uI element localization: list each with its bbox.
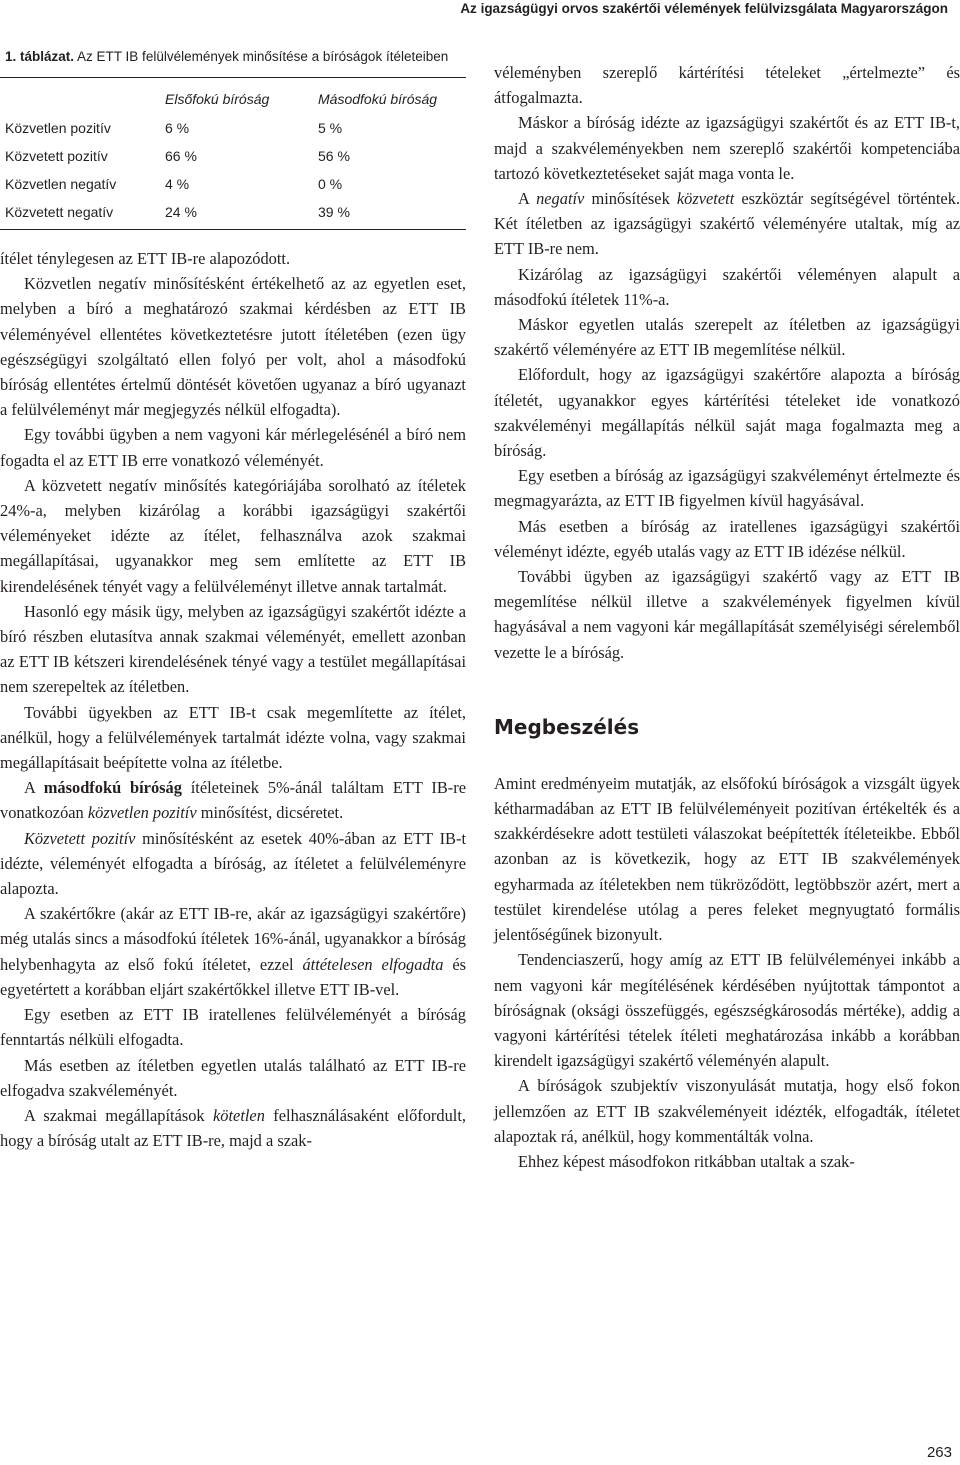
table-cell: Közvetlen negatív bbox=[5, 176, 117, 192]
paragraph: Előfordult, hogy az igazságügyi szakértőre alapozta a bíróság ítéletét, ugyanakkor egyes kártérítési tételeket ide vonatkozó szakvéleményi megállapítás nélkül saját maga fogalmazta meg a bíróság. bbox=[494, 365, 960, 461]
data-table bbox=[0, 84, 466, 226]
paragraph: Hasonló egy másik ügy, melyben az igazságügyi szakértőt idézte a bíró részben elutasítva annak szakmai véleményét, emellett azonban az ETT IB kétszeri kirendelésének tényé vagy a testület megállapításai nem szerepeltek az ítéletben. bbox=[0, 601, 466, 697]
table-caption-text: Az ETT IB felülvélemények minősítése a bíróságok ítéleteiben bbox=[77, 49, 449, 64]
paragraph: Közvetlen negatív minősítésként értékelhető az az egyetlen eset, melyben a bíró a meghatározó szakmai kérdésben az ETT IB véleményével ellentétes következtetésre jutott ítéletében (ezen ügy egészségügyi szolgáltató ellen folyó per volt, ahol a másodfokú bíróság ellentétes értelmű döntését követően ugyanaz a bíró ugyanazt a felülvéleményt már megjegyzés nélkül elfogadta). bbox=[0, 274, 466, 420]
text-run: minősítésként az esetek 40%-ában az ETT IB-t idézte, véleményét elfogadta a bíróság, az ítéletet a felülvéleményre alapozta. bbox=[0, 828, 467, 899]
paragraph: Máskor a bíróság idézte az igazságügyi szakértőt és az ETT IB-t, majd a szakvéleményekben nem szereplő szakértői kompetenciába tartozó következtetéseket saját maga vonta le. bbox=[494, 113, 960, 183]
italic-term: közvetlen pozitív bbox=[87, 803, 197, 823]
bold-term: másodfokú bíróság bbox=[43, 778, 182, 798]
section-heading: Megbeszélés bbox=[494, 714, 640, 739]
table-caption bbox=[5, 48, 465, 66]
table-cell: Közvetlen pozitív bbox=[5, 120, 111, 136]
text-run: felhasználásaként előfordult, hogy a bíróság utalt az ETT IB-re, majd a szak- bbox=[0, 1105, 466, 1151]
paragraph: véleményben szereplő kártérítési tételeket „értelmezte” és átfogalmazta. bbox=[494, 63, 960, 108]
table-row bbox=[0, 142, 466, 170]
paragraph bbox=[0, 901, 466, 1002]
table-header-cell: Másodfokú bíróság bbox=[318, 91, 438, 107]
paragraph bbox=[0, 775, 466, 825]
paragraph: A közvetett negatív minősítés kategóriájába sorolható az ítéletek 24%-a, melyben kizárólag a korábbi igazságügyi szakértői véleményeket idézte az ítélet, felhasználva azok szakmai megállapításai, ugyanakkor meg sem említette az ETT IB kirendelésének tényét vagy a felülvéleményt illetve annak tartalmát. bbox=[0, 475, 466, 596]
table-cell: Közvetett negatív bbox=[5, 204, 114, 220]
paragraph: A bíróságok szubjektív viszonyulását mutatja, hogy első fokon jellemzően az ETT IB szakvéleményeit idézték, elfogadták, ítéletet alapoztak rá, anélkül, hogy kommentálták volna. bbox=[494, 1076, 960, 1146]
paragraph: Más esetben az ítéletben egyetlen utalás található az ETT IB-re elfogadva szakvéleményét. bbox=[0, 1055, 466, 1100]
page-number: 263 bbox=[926, 1444, 952, 1461]
left-column bbox=[0, 246, 466, 1153]
paragraph: Tendenciaszerű, hogy amíg az ETT IB felülvéleményei inkább a nem vagyoni kár megítélésének kérdésében nyújtottak támpontot a bíróságnak (oksági összefüggés, egészségkárosodás mértéke), addig a vagyoni kártérítési tételek ítéleti meghatározása inkább a korábban kirendelt igazságügyi szakértő véleményén alapult. bbox=[494, 950, 960, 1071]
text-run: A bbox=[24, 778, 44, 798]
table-cell: 4 % bbox=[165, 176, 190, 192]
text-run: A szakmai megállapítások bbox=[24, 1105, 214, 1125]
table-cell: 66 % bbox=[165, 148, 197, 164]
table-cell: Közvetett pozitív bbox=[5, 148, 108, 164]
text-run: eszköztár segítségével történtek. Két ítéletben az igazságügyi szakértő véleményére utaltak, míg az ETT IB-re nem. bbox=[494, 189, 960, 259]
italic-term: Közvetett pozitív bbox=[24, 828, 136, 848]
right-column bbox=[494, 60, 960, 1174]
text-run: minősítések bbox=[584, 189, 677, 209]
text-run: A bbox=[518, 189, 537, 209]
table-caption-number: 1. táblázat. bbox=[5, 49, 75, 64]
table-bottom-rule bbox=[0, 229, 466, 230]
text-run: ítéleteinek 5%-ánál találtam ETT IB-re vonatkozóan bbox=[0, 778, 467, 823]
table-cell: 0 % bbox=[318, 176, 343, 192]
table-header-cell bbox=[0, 84, 165, 114]
table-row bbox=[0, 198, 466, 226]
table-row bbox=[0, 170, 466, 198]
italic-term: áttételesen elfogadta bbox=[302, 954, 444, 974]
paragraph bbox=[0, 1103, 466, 1153]
paragraph: ítélet ténylegesen az ETT IB-re alapozódott. bbox=[0, 249, 291, 268]
italic-term: közvetett bbox=[676, 189, 735, 209]
text-run: A szakértőkre (akár az ETT IB-re, akár az igazságügyi szakértőre) még utalás sincs a másodfokú ítéletek 16%-ánál, ugyanakkor a bíróság helybenhagyta az első fokú ítéletet, ezzel bbox=[0, 904, 466, 974]
table-cell: 24 % bbox=[165, 204, 197, 220]
table-cell: 56 % bbox=[318, 148, 350, 164]
text-run: minősítést, dicséretet. bbox=[196, 803, 344, 823]
italic-term: negatív bbox=[536, 189, 585, 209]
paragraph: Egy további ügyben a nem vagyoni kár mérlegelésénél a bíró nem fogadta el az ETT IB erre vonatkozó véleményét. bbox=[0, 425, 466, 470]
table-cell: 39 % bbox=[318, 204, 350, 220]
table-header-cell: Elsőfokú bíróság bbox=[165, 91, 270, 107]
paragraph: Egy esetben az ETT IB iratellenes felülvéleményét a bíróság fenntartás nélküli elfogadta. bbox=[0, 1005, 466, 1050]
table-cell: 5 % bbox=[318, 120, 343, 136]
table-cell: 6 % bbox=[165, 120, 190, 136]
table-row bbox=[0, 114, 466, 142]
paragraph: Ehhez képest másodfokon ritkábban utaltak a szak- bbox=[518, 1151, 855, 1171]
running-head: Az igazságügyi orvos szakértői vélemények felülvizsgálata Magyarországon bbox=[460, 1, 948, 16]
paragraph: Amint eredményeim mutatják, az elsőfokú bíróságok a vizsgált ügyek kétharmadában az ETT IB felülvéleményeit pozitívan értékelték és a szakkérdésekre adott testületi válaszokat beépítették ítéleteikbe. Ebből azonban az is következik, hogy az ETT IB szakvélemények egyharmada az ítéletekben nem tükröződött, legtöbbször azért, mert a testület kirendelése utólag a peres feleket megnyugtató formális jelentőségűnek bizonyult. bbox=[494, 773, 960, 945]
paragraph bbox=[0, 826, 466, 902]
paragraph: További ügyekben az ETT IB-t csak megemlítette az ítélet, anélkül, hogy a felülvélemények tartalmát idézte volna, vagy szakmai megállapításait beépítette volna az ítéletbe. bbox=[0, 702, 466, 773]
paragraph: Kizárólag az igazságügyi szakértői véleményen alapult a másodfokú ítéletek 11%-a. bbox=[494, 264, 960, 309]
table-top-rule bbox=[0, 77, 466, 78]
paragraph: Máskor egyetlen utalás szerepelt az ítéletben az igazságügyi szakértő véleményére az ETT IB megemlítése nélkül. bbox=[494, 315, 960, 360]
table-header-row bbox=[0, 84, 466, 114]
text-run: és egyetértett a korábban eljárt szakértőkkel illetve ETT IB-vel. bbox=[0, 954, 466, 999]
paragraph: Egy esetben a bíróság az igazságügyi szakvéleményt értelmezte és megmagyarázta, az ETT IB figyelmen kívül hagyásával. bbox=[494, 466, 960, 511]
paragraph bbox=[494, 186, 960, 262]
paragraph: További ügyben az igazságügyi szakértő vagy az ETT IB megemlítése nélkül illetve a szakvélemények figyelmen kívül hagyásával a nem vagyoni kár megállapítását személyiségi sérelemből vezette le a bíróság. bbox=[494, 567, 960, 662]
paragraph: Más esetben a bíróság az iratellenes igazságügyi szakértői véleményt idézte, egyéb utalás vagy az ETT IB idézése nélkül. bbox=[494, 516, 960, 561]
italic-term: kötetlen bbox=[213, 1105, 265, 1125]
